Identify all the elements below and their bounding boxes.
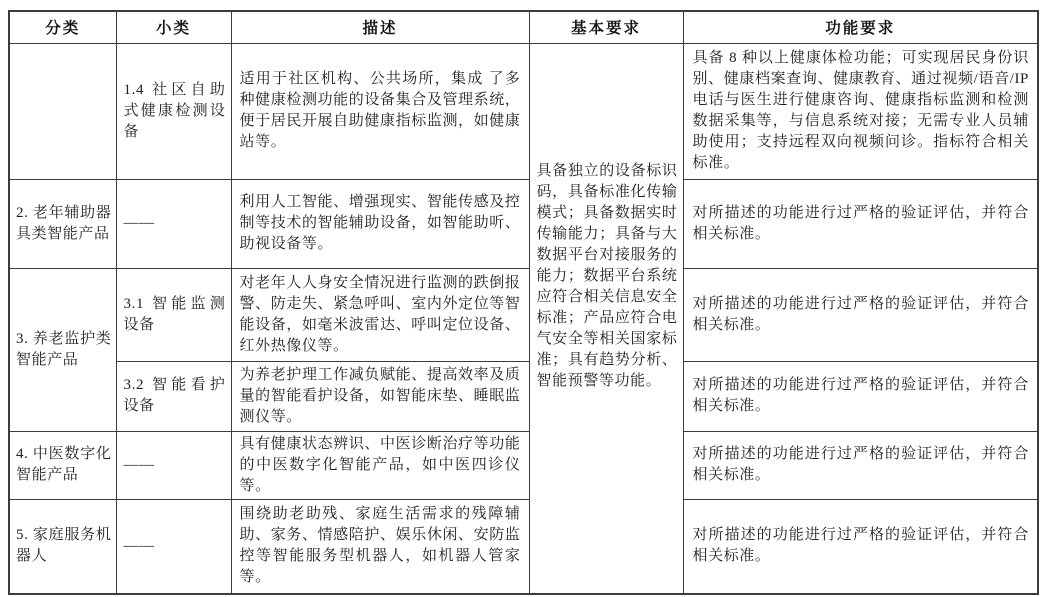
- functional-requirements-cell: 具备 8 种以上健康体检功能；可实现居民身份识别、健康档案查询、健康教育、通过视频/语音/IP 电话与医生进行健康咨询、健康指标监测和检测数据采集等，与信息系统对接；无需专业人员辅助使用；支持远程双向视频问诊。指标符合相关标准。: [683, 43, 1038, 179]
- subcategory-cell: ——: [116, 499, 231, 594]
- header-cell-description: 描述: [231, 11, 529, 43]
- functional-requirements-cell: 对所描述的功能进行过严格的验证评估，并符合相关标准。: [683, 179, 1038, 268]
- table-header-row: [9, 11, 1038, 43]
- description-cell: 围绕助老助残、家庭生活需求的残障辅助、家务、情感陪护、娱乐休闲、安防监控等智能服务型机器人，如机器人管家等。: [231, 499, 529, 594]
- description-cell: 适用于社区机构、公共场所，集成 了多种健康检测功能的设备集合及管理系统，便于居民开展自助健康指标监测，如健康站等。: [231, 43, 529, 179]
- subcategory-cell: 1.4 社区自助式健康检测设备: [116, 43, 231, 179]
- functional-requirements-cell: 对所描述的功能进行过严格的验证评估，并符合相关标准。: [683, 268, 1038, 361]
- table-row: [9, 179, 1038, 268]
- subcategory-cell: 3.1 智能监测设备: [116, 268, 231, 361]
- subcategory-cell: ——: [116, 179, 231, 268]
- table-row: [9, 361, 1038, 431]
- category-cell: 5. 家庭服务机器人: [9, 499, 116, 594]
- description-cell: 利用人工智能、增强现实、智能传感及控制等技术的智能辅助设备，如智能助听、助视设备等。: [231, 179, 529, 268]
- category-cell: [9, 43, 116, 179]
- subcategory-cell: 3.2 智能看护设备: [116, 361, 231, 431]
- functional-requirements-cell: 对所描述的功能进行过严格的验证评估，并符合相关标准。: [683, 499, 1038, 594]
- description-cell: 对老年人人身安全情况进行监测的跌倒报警、防走失、紧急呼叫、室内外定位等智能设备，如毫米波雷达、呼叫定位设备、红外热像仪等。: [231, 268, 529, 361]
- table-row: [9, 268, 1038, 361]
- category-cell: 2. 老年辅助器具类智能产品: [9, 179, 116, 268]
- header-cell-subcategory: 小类: [116, 11, 231, 43]
- category-cell: 3. 养老监护类智能产品: [9, 268, 116, 431]
- category-cell: 4. 中医数字化智能产品: [9, 431, 116, 499]
- basic-requirements-cell: 具备独立的设备标识码，具备标准化传输模式；具备数据实时传输能力；具备与大数据平台对接服务的能力；数据平台系统应符合相关信息安全标准；产品应符合电气安全等相关国家标准；具有趋势分析、智能预警等功能。: [529, 43, 683, 594]
- subcategory-cell: ——: [116, 431, 231, 499]
- table-row: [9, 499, 1038, 594]
- header-cell-functional-requirements: 功能要求: [683, 11, 1038, 43]
- description-cell: 具有健康状态辨识、中医诊断治疗等功能的中医数字化智能产品，如中医四诊仪等。: [231, 431, 529, 499]
- table-row: [9, 43, 1038, 179]
- table-row: [9, 431, 1038, 499]
- header-cell-category: 分类: [9, 11, 116, 43]
- description-cell: 为养老护理工作减负赋能、提高效率及质量的智能看护设备，如智能床垫、睡眠监测仪等。: [231, 361, 529, 431]
- functional-requirements-cell: 对所描述的功能进行过严格的验证评估，并符合相关标准。: [683, 361, 1038, 431]
- header-cell-basic-requirements: 基本要求: [529, 11, 683, 43]
- functional-requirements-cell: 对所描述的功能进行过严格的验证评估，并符合相关标准。: [683, 431, 1038, 499]
- product-requirements-table: [8, 10, 1039, 595]
